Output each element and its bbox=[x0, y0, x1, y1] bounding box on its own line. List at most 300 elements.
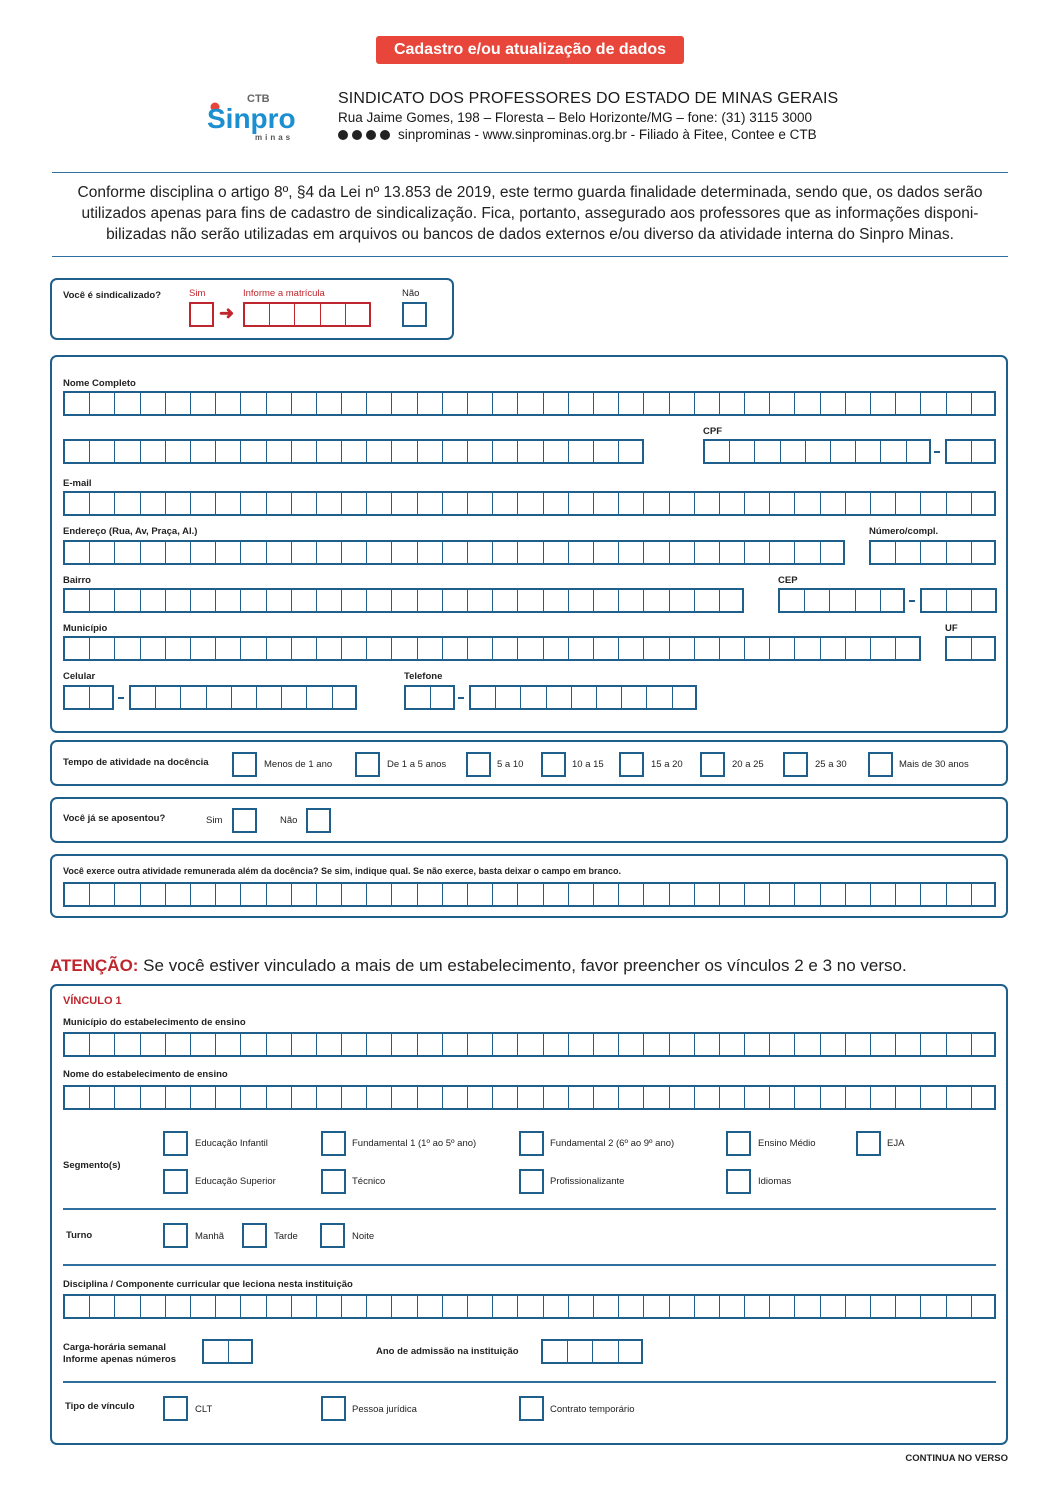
char-cell[interactable] bbox=[972, 441, 997, 462]
char-cell[interactable] bbox=[418, 1296, 443, 1317]
char-cell[interactable] bbox=[292, 590, 317, 611]
char-cell[interactable] bbox=[292, 393, 317, 414]
char-cell[interactable] bbox=[282, 687, 307, 708]
char-cell[interactable] bbox=[317, 1296, 342, 1317]
char-cell[interactable] bbox=[141, 493, 166, 514]
char-cell[interactable] bbox=[947, 884, 972, 905]
char-cell[interactable] bbox=[166, 1087, 191, 1108]
cpf-input[interactable] bbox=[703, 439, 931, 464]
char-cell[interactable] bbox=[156, 687, 181, 708]
char-cell[interactable] bbox=[871, 638, 896, 659]
char-cell[interactable] bbox=[921, 1034, 946, 1055]
char-cell[interactable] bbox=[241, 493, 266, 514]
char-cell[interactable] bbox=[695, 590, 720, 611]
char-cell[interactable] bbox=[418, 393, 443, 414]
char-cell[interactable] bbox=[493, 590, 518, 611]
char-cell[interactable] bbox=[468, 884, 493, 905]
char-cell[interactable] bbox=[191, 884, 216, 905]
char-cell[interactable] bbox=[720, 1034, 745, 1055]
char-cell[interactable] bbox=[443, 638, 468, 659]
char-cell[interactable] bbox=[90, 393, 115, 414]
char-cell[interactable] bbox=[267, 1034, 292, 1055]
char-cell[interactable] bbox=[392, 441, 417, 462]
char-cell[interactable] bbox=[619, 441, 644, 462]
char-cell[interactable] bbox=[342, 1034, 367, 1055]
char-cell[interactable] bbox=[267, 1296, 292, 1317]
char-cell[interactable] bbox=[547, 687, 572, 708]
char-cell[interactable] bbox=[468, 590, 493, 611]
char-cell[interactable] bbox=[115, 590, 140, 611]
char-cell[interactable] bbox=[972, 884, 997, 905]
char-cell[interactable] bbox=[947, 1296, 972, 1317]
char-cell[interactable] bbox=[257, 687, 282, 708]
char-cell[interactable] bbox=[241, 1296, 266, 1317]
char-cell[interactable] bbox=[216, 1087, 241, 1108]
char-cell[interactable] bbox=[972, 1034, 997, 1055]
char-cell[interactable] bbox=[65, 441, 90, 462]
char-cell[interactable] bbox=[342, 1087, 367, 1108]
char-cell[interactable] bbox=[972, 638, 997, 659]
char-cell[interactable] bbox=[342, 590, 367, 611]
char-cell[interactable] bbox=[594, 1296, 619, 1317]
char-cell[interactable] bbox=[594, 884, 619, 905]
char-cell[interactable] bbox=[493, 638, 518, 659]
char-cell[interactable] bbox=[972, 542, 997, 563]
district-input[interactable] bbox=[63, 588, 744, 613]
char-cell[interactable] bbox=[795, 1296, 820, 1317]
char-cell[interactable] bbox=[745, 542, 770, 563]
char-cell[interactable] bbox=[821, 542, 846, 563]
char-cell[interactable] bbox=[166, 884, 191, 905]
char-cell[interactable] bbox=[896, 638, 921, 659]
contract-type-checkbox[interactable] bbox=[163, 1396, 188, 1421]
char-cell[interactable] bbox=[418, 1034, 443, 1055]
char-cell[interactable] bbox=[972, 393, 997, 414]
char-cell[interactable] bbox=[443, 1034, 468, 1055]
char-cell[interactable] bbox=[317, 1087, 342, 1108]
char-cell[interactable] bbox=[90, 441, 115, 462]
retired-no-checkbox[interactable] bbox=[306, 808, 331, 833]
char-cell[interactable] bbox=[65, 1034, 90, 1055]
char-cell[interactable] bbox=[821, 638, 846, 659]
char-cell[interactable] bbox=[216, 441, 241, 462]
char-cell[interactable] bbox=[392, 493, 417, 514]
char-cell[interactable] bbox=[342, 1296, 367, 1317]
char-cell[interactable] bbox=[367, 1034, 392, 1055]
teaching-time-option-checkbox[interactable] bbox=[466, 752, 491, 777]
char-cell[interactable] bbox=[166, 1296, 191, 1317]
char-cell[interactable] bbox=[115, 441, 140, 462]
char-cell[interactable] bbox=[569, 542, 594, 563]
char-cell[interactable] bbox=[342, 638, 367, 659]
name-input-line2[interactable] bbox=[63, 439, 644, 464]
char-cell[interactable] bbox=[241, 884, 266, 905]
char-cell[interactable] bbox=[392, 1034, 417, 1055]
char-cell[interactable] bbox=[544, 1296, 569, 1317]
char-cell[interactable] bbox=[493, 493, 518, 514]
char-cell[interactable] bbox=[317, 638, 342, 659]
char-cell[interactable] bbox=[947, 1087, 972, 1108]
name-input-line1[interactable] bbox=[63, 391, 996, 416]
char-cell[interactable] bbox=[622, 687, 647, 708]
char-cell[interactable] bbox=[745, 638, 770, 659]
char-cell[interactable] bbox=[896, 1087, 921, 1108]
char-cell[interactable] bbox=[65, 1087, 90, 1108]
char-cell[interactable] bbox=[141, 393, 166, 414]
char-cell[interactable] bbox=[644, 1296, 669, 1317]
char-cell[interactable] bbox=[770, 884, 795, 905]
char-cell[interactable] bbox=[597, 687, 622, 708]
char-cell[interactable] bbox=[846, 1087, 871, 1108]
char-cell[interactable] bbox=[90, 1087, 115, 1108]
char-cell[interactable] bbox=[418, 590, 443, 611]
char-cell[interactable] bbox=[947, 590, 972, 611]
char-cell[interactable] bbox=[780, 590, 805, 611]
char-cell[interactable] bbox=[367, 590, 392, 611]
char-cell[interactable] bbox=[947, 393, 972, 414]
char-cell[interactable] bbox=[443, 1296, 468, 1317]
char-cell[interactable] bbox=[770, 542, 795, 563]
char-cell[interactable] bbox=[317, 1034, 342, 1055]
char-cell[interactable] bbox=[493, 884, 518, 905]
char-cell[interactable] bbox=[544, 441, 569, 462]
char-cell[interactable] bbox=[471, 687, 496, 708]
char-cell[interactable] bbox=[705, 441, 730, 462]
char-cell[interactable] bbox=[781, 441, 806, 462]
char-cell[interactable] bbox=[619, 1296, 644, 1317]
char-cell[interactable] bbox=[544, 1034, 569, 1055]
char-cell[interactable] bbox=[191, 493, 216, 514]
char-cell[interactable] bbox=[644, 542, 669, 563]
char-cell[interactable] bbox=[90, 687, 115, 708]
city-input[interactable] bbox=[63, 636, 921, 661]
teaching-time-option-checkbox[interactable] bbox=[783, 752, 808, 777]
char-cell[interactable] bbox=[267, 493, 292, 514]
char-cell[interactable] bbox=[647, 687, 672, 708]
char-cell[interactable] bbox=[569, 590, 594, 611]
char-cell[interactable] bbox=[267, 1087, 292, 1108]
char-cell[interactable] bbox=[392, 393, 417, 414]
phone-number-input[interactable] bbox=[469, 685, 697, 710]
char-cell[interactable] bbox=[443, 542, 468, 563]
char-cell[interactable] bbox=[720, 638, 745, 659]
char-cell[interactable] bbox=[443, 884, 468, 905]
char-cell[interactable] bbox=[65, 687, 90, 708]
char-cell[interactable] bbox=[896, 884, 921, 905]
char-cell[interactable] bbox=[720, 590, 745, 611]
char-cell[interactable] bbox=[871, 1034, 896, 1055]
char-cell[interactable] bbox=[569, 1034, 594, 1055]
char-cell[interactable] bbox=[745, 1087, 770, 1108]
char-cell[interactable] bbox=[695, 393, 720, 414]
char-cell[interactable] bbox=[204, 1341, 229, 1362]
uf-input[interactable] bbox=[945, 636, 996, 661]
char-cell[interactable] bbox=[947, 1034, 972, 1055]
char-cell[interactable] bbox=[846, 493, 871, 514]
workload-input[interactable] bbox=[202, 1339, 253, 1364]
char-cell[interactable] bbox=[720, 493, 745, 514]
union-yes-checkbox[interactable] bbox=[189, 302, 214, 327]
char-cell[interactable] bbox=[795, 884, 820, 905]
char-cell[interactable] bbox=[267, 393, 292, 414]
char-cell[interactable] bbox=[141, 1296, 166, 1317]
char-cell[interactable] bbox=[544, 493, 569, 514]
char-cell[interactable] bbox=[216, 1296, 241, 1317]
char-cell[interactable] bbox=[342, 542, 367, 563]
shift-checkbox[interactable] bbox=[320, 1223, 345, 1248]
char-cell[interactable] bbox=[418, 884, 443, 905]
char-cell[interactable] bbox=[518, 590, 543, 611]
char-cell[interactable] bbox=[795, 542, 820, 563]
school-city-input[interactable] bbox=[63, 1032, 996, 1057]
char-cell[interactable] bbox=[795, 393, 820, 414]
char-cell[interactable] bbox=[720, 393, 745, 414]
char-cell[interactable] bbox=[443, 1087, 468, 1108]
char-cell[interactable] bbox=[695, 493, 720, 514]
char-cell[interactable] bbox=[367, 1087, 392, 1108]
char-cell[interactable] bbox=[569, 441, 594, 462]
char-cell[interactable] bbox=[191, 1034, 216, 1055]
char-cell[interactable] bbox=[468, 393, 493, 414]
char-cell[interactable] bbox=[881, 590, 906, 611]
char-cell[interactable] bbox=[90, 493, 115, 514]
char-cell[interactable] bbox=[644, 493, 669, 514]
char-cell[interactable] bbox=[518, 493, 543, 514]
char-cell[interactable] bbox=[730, 441, 755, 462]
char-cell[interactable] bbox=[418, 441, 443, 462]
char-cell[interactable] bbox=[317, 393, 342, 414]
char-cell[interactable] bbox=[670, 590, 695, 611]
char-cell[interactable] bbox=[166, 542, 191, 563]
char-cell[interactable] bbox=[770, 393, 795, 414]
matricula-input[interactable] bbox=[243, 302, 371, 327]
char-cell[interactable] bbox=[846, 1034, 871, 1055]
char-cell[interactable] bbox=[569, 1296, 594, 1317]
char-cell[interactable] bbox=[241, 1034, 266, 1055]
shift-checkbox[interactable] bbox=[163, 1223, 188, 1248]
teaching-time-option-checkbox[interactable] bbox=[619, 752, 644, 777]
char-cell[interactable] bbox=[65, 393, 90, 414]
mobile-ddd-input[interactable] bbox=[63, 685, 114, 710]
char-cell[interactable] bbox=[896, 493, 921, 514]
char-cell[interactable] bbox=[619, 884, 644, 905]
char-cell[interactable] bbox=[468, 493, 493, 514]
char-cell[interactable] bbox=[972, 493, 997, 514]
char-cell[interactable] bbox=[216, 638, 241, 659]
char-cell[interactable] bbox=[695, 1296, 720, 1317]
char-cell[interactable] bbox=[569, 493, 594, 514]
char-cell[interactable] bbox=[292, 1034, 317, 1055]
char-cell[interactable] bbox=[921, 1296, 946, 1317]
char-cell[interactable] bbox=[745, 393, 770, 414]
char-cell[interactable] bbox=[544, 393, 569, 414]
char-cell[interactable] bbox=[644, 638, 669, 659]
char-cell[interactable] bbox=[619, 590, 644, 611]
char-cell[interactable] bbox=[90, 542, 115, 563]
phone-ddd-input[interactable] bbox=[404, 685, 455, 710]
char-cell[interactable] bbox=[720, 1087, 745, 1108]
char-cell[interactable] bbox=[229, 1341, 254, 1362]
char-cell[interactable] bbox=[795, 1087, 820, 1108]
char-cell[interactable] bbox=[115, 1296, 140, 1317]
char-cell[interactable] bbox=[406, 687, 431, 708]
char-cell[interactable] bbox=[392, 1296, 417, 1317]
char-cell[interactable] bbox=[241, 542, 266, 563]
char-cell[interactable] bbox=[947, 638, 972, 659]
char-cell[interactable] bbox=[342, 493, 367, 514]
char-cell[interactable] bbox=[972, 1296, 997, 1317]
char-cell[interactable] bbox=[468, 1034, 493, 1055]
char-cell[interactable] bbox=[755, 441, 780, 462]
char-cell[interactable] bbox=[594, 638, 619, 659]
char-cell[interactable] bbox=[141, 638, 166, 659]
char-cell[interactable] bbox=[846, 638, 871, 659]
segment-checkbox[interactable] bbox=[726, 1131, 751, 1156]
char-cell[interactable] bbox=[115, 1034, 140, 1055]
char-cell[interactable] bbox=[644, 590, 669, 611]
segment-checkbox[interactable] bbox=[519, 1131, 544, 1156]
char-cell[interactable] bbox=[569, 884, 594, 905]
char-cell[interactable] bbox=[770, 1296, 795, 1317]
char-cell[interactable] bbox=[695, 638, 720, 659]
segment-checkbox[interactable] bbox=[321, 1169, 346, 1194]
union-no-checkbox[interactable] bbox=[402, 302, 427, 327]
school-name-input[interactable] bbox=[63, 1085, 996, 1110]
char-cell[interactable] bbox=[770, 1034, 795, 1055]
char-cell[interactable] bbox=[644, 884, 669, 905]
char-cell[interactable] bbox=[594, 441, 619, 462]
char-cell[interactable] bbox=[443, 493, 468, 514]
char-cell[interactable] bbox=[619, 638, 644, 659]
char-cell[interactable] bbox=[115, 638, 140, 659]
contract-type-checkbox[interactable] bbox=[519, 1396, 544, 1421]
char-cell[interactable] bbox=[317, 884, 342, 905]
char-cell[interactable] bbox=[216, 493, 241, 514]
char-cell[interactable] bbox=[644, 1087, 669, 1108]
char-cell[interactable] bbox=[568, 1341, 593, 1362]
char-cell[interactable] bbox=[846, 884, 871, 905]
char-cell[interactable] bbox=[544, 590, 569, 611]
char-cell[interactable] bbox=[831, 441, 856, 462]
char-cell[interactable] bbox=[141, 542, 166, 563]
segment-checkbox[interactable] bbox=[856, 1131, 881, 1156]
char-cell[interactable] bbox=[241, 590, 266, 611]
char-cell[interactable] bbox=[821, 1034, 846, 1055]
char-cell[interactable] bbox=[367, 393, 392, 414]
cpf-digit-input[interactable] bbox=[945, 439, 996, 464]
char-cell[interactable] bbox=[342, 393, 367, 414]
char-cell[interactable] bbox=[881, 441, 906, 462]
char-cell[interactable] bbox=[896, 542, 921, 563]
teaching-time-option-checkbox[interactable] bbox=[700, 752, 725, 777]
segment-checkbox[interactable] bbox=[519, 1169, 544, 1194]
cep-input[interactable] bbox=[778, 588, 905, 613]
char-cell[interactable] bbox=[745, 884, 770, 905]
char-cell[interactable] bbox=[267, 441, 292, 462]
char-cell[interactable] bbox=[619, 393, 644, 414]
char-cell[interactable] bbox=[544, 884, 569, 905]
email-input[interactable] bbox=[63, 491, 996, 516]
char-cell[interactable] bbox=[232, 687, 257, 708]
char-cell[interactable] bbox=[518, 638, 543, 659]
char-cell[interactable] bbox=[216, 542, 241, 563]
char-cell[interactable] bbox=[518, 1034, 543, 1055]
char-cell[interactable] bbox=[921, 1087, 946, 1108]
char-cell[interactable] bbox=[805, 590, 830, 611]
char-cell[interactable] bbox=[292, 638, 317, 659]
char-cell[interactable] bbox=[392, 1087, 417, 1108]
char-cell[interactable] bbox=[572, 687, 597, 708]
char-cell[interactable] bbox=[871, 884, 896, 905]
char-cell[interactable] bbox=[619, 1341, 644, 1362]
other-activity-input[interactable] bbox=[63, 882, 996, 907]
char-cell[interactable] bbox=[720, 884, 745, 905]
char-cell[interactable] bbox=[806, 441, 831, 462]
char-cell[interactable] bbox=[443, 441, 468, 462]
char-cell[interactable] bbox=[856, 590, 881, 611]
char-cell[interactable] bbox=[619, 542, 644, 563]
char-cell[interactable] bbox=[947, 493, 972, 514]
char-cell[interactable] bbox=[141, 590, 166, 611]
teaching-time-option-checkbox[interactable] bbox=[232, 752, 257, 777]
char-cell[interactable] bbox=[543, 1341, 568, 1362]
char-cell[interactable] bbox=[65, 542, 90, 563]
char-cell[interactable] bbox=[821, 884, 846, 905]
char-cell[interactable] bbox=[65, 1296, 90, 1317]
char-cell[interactable] bbox=[141, 441, 166, 462]
char-cell[interactable] bbox=[821, 1296, 846, 1317]
char-cell[interactable] bbox=[207, 687, 232, 708]
shift-checkbox[interactable] bbox=[242, 1223, 267, 1248]
char-cell[interactable] bbox=[821, 393, 846, 414]
teaching-time-option-checkbox[interactable] bbox=[868, 752, 893, 777]
char-cell[interactable] bbox=[292, 542, 317, 563]
char-cell[interactable] bbox=[317, 441, 342, 462]
char-cell[interactable] bbox=[518, 1087, 543, 1108]
char-cell[interactable] bbox=[115, 493, 140, 514]
char-cell[interactable] bbox=[518, 884, 543, 905]
char-cell[interactable] bbox=[431, 687, 456, 708]
number-input[interactable] bbox=[869, 540, 996, 565]
char-cell[interactable] bbox=[846, 393, 871, 414]
char-cell[interactable] bbox=[216, 1034, 241, 1055]
char-cell[interactable] bbox=[821, 493, 846, 514]
char-cell[interactable] bbox=[65, 884, 90, 905]
char-cell[interactable] bbox=[518, 441, 543, 462]
char-cell[interactable] bbox=[307, 687, 332, 708]
char-cell[interactable] bbox=[569, 1087, 594, 1108]
char-cell[interactable] bbox=[695, 884, 720, 905]
char-cell[interactable] bbox=[65, 493, 90, 514]
char-cell[interactable] bbox=[871, 493, 896, 514]
char-cell[interactable] bbox=[518, 393, 543, 414]
char-cell[interactable] bbox=[922, 590, 947, 611]
char-cell[interactable] bbox=[115, 884, 140, 905]
char-cell[interactable] bbox=[468, 1087, 493, 1108]
char-cell[interactable] bbox=[871, 1296, 896, 1317]
retired-yes-checkbox[interactable] bbox=[232, 808, 257, 833]
char-cell[interactable] bbox=[518, 542, 543, 563]
char-cell[interactable] bbox=[468, 441, 493, 462]
char-cell[interactable] bbox=[493, 1296, 518, 1317]
char-cell[interactable] bbox=[90, 1034, 115, 1055]
char-cell[interactable] bbox=[871, 1087, 896, 1108]
char-cell[interactable] bbox=[216, 884, 241, 905]
char-cell[interactable] bbox=[673, 687, 698, 708]
char-cell[interactable] bbox=[443, 393, 468, 414]
char-cell[interactable] bbox=[468, 638, 493, 659]
char-cell[interactable] bbox=[594, 1034, 619, 1055]
